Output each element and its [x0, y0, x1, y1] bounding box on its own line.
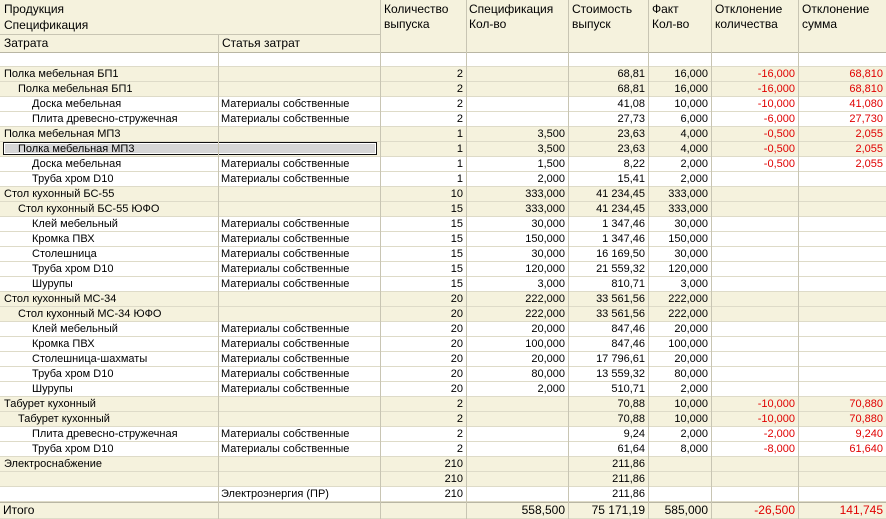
cell-spec[interactable]: 222,000	[525, 293, 565, 305]
cell-dq[interactable]	[711, 367, 798, 381]
cell-name[interactable]: Столешница	[32, 248, 97, 260]
table-row[interactable]	[0, 97, 886, 112]
cell-fact[interactable]: 2,000	[680, 428, 708, 440]
cell-article[interactable]: Материалы собственные	[221, 248, 350, 260]
cell-spec[interactable]: 1,500	[537, 158, 565, 170]
cell-dq[interactable]: -16,000	[757, 83, 795, 95]
cell-article[interactable]: Материалы собственные	[221, 263, 350, 275]
table-row[interactable]	[0, 262, 886, 277]
cell-fact[interactable]: 80,000	[674, 368, 708, 380]
cell-dq[interactable]: -16,000	[757, 68, 795, 80]
cell-fact[interactable]: 16,000	[674, 68, 708, 80]
cell-cost[interactable]: 33 561,56	[596, 308, 645, 320]
table-row[interactable]	[0, 442, 886, 457]
cell-ds[interactable]	[798, 277, 886, 291]
header-fact-qty[interactable]: Факт Кол-во	[652, 2, 690, 31]
cell-cost[interactable]: 68,81	[617, 68, 645, 80]
cell-dq[interactable]	[711, 172, 798, 186]
cell-cost[interactable]: 211,86	[612, 458, 645, 470]
cell-cost[interactable]: 211,86	[612, 473, 645, 485]
cell-cost[interactable]: 68,81	[617, 83, 645, 95]
cell-dq[interactable]	[711, 217, 798, 231]
header-spec-qty[interactable]: Спецификация Кол-во	[469, 2, 554, 31]
cell-ds[interactable]: 2,055	[855, 143, 883, 155]
cell-fact[interactable]: 585,000	[664, 503, 708, 517]
cell-article[interactable]: Материалы собственные	[221, 158, 350, 170]
cell-name[interactable]: Труба хром D10	[32, 368, 114, 380]
cell-ds[interactable]: 2,055	[855, 158, 883, 170]
group-row[interactable]	[0, 412, 886, 427]
cell-cost[interactable]: 847,46	[611, 338, 645, 350]
group-row[interactable]	[0, 127, 886, 142]
cell-cost[interactable]: 61,64	[617, 443, 645, 455]
cell-spec[interactable]: 558,500	[521, 503, 565, 517]
cell-cost[interactable]: 70,88	[617, 398, 645, 410]
grid-header	[0, 0, 886, 53]
cell-ds[interactable]	[798, 352, 886, 366]
cell-article[interactable]	[218, 142, 380, 156]
cell-spec[interactable]	[466, 487, 568, 501]
header-specification[interactable]: Спецификация	[4, 18, 89, 32]
cell-spec[interactable]: 30,000	[531, 218, 565, 230]
cell-qty[interactable]: 15	[450, 278, 463, 290]
cell-fact[interactable]: 4,000	[680, 128, 708, 140]
column-divider	[798, 0, 799, 519]
cell-spec[interactable]: 2,000	[537, 173, 565, 185]
cell-name[interactable]: Полка мебельная БП1	[18, 83, 133, 95]
cell-qty[interactable]: 1	[456, 173, 463, 185]
cell-dq[interactable]	[711, 187, 798, 201]
cell-ds[interactable]: 68,810	[849, 83, 883, 95]
cell-fact[interactable]: 100,000	[668, 338, 708, 350]
cell-ds[interactable]	[798, 187, 886, 201]
table-row[interactable]	[0, 247, 886, 262]
cell-qty[interactable]: 210	[444, 488, 463, 500]
cell-article[interactable]	[218, 202, 380, 216]
cell-name[interactable]: Плита древесно-стружечная	[32, 113, 178, 125]
cell-name[interactable]: Шурупы	[32, 278, 73, 290]
cell-qty[interactable]: 2	[456, 398, 463, 410]
cell-ds[interactable]: 61,640	[849, 443, 883, 455]
cell-fact[interactable]: 10,000	[674, 98, 708, 110]
cell-spec[interactable]: 333,000	[525, 188, 565, 200]
group-row[interactable]	[0, 472, 886, 487]
cell-cost[interactable]: 23,63	[617, 128, 645, 140]
cell-dq[interactable]: -6,000	[763, 113, 795, 125]
cell-article[interactable]: Материалы собственные	[221, 98, 350, 110]
cell-spec[interactable]: 222,000	[525, 308, 565, 320]
table-row[interactable]	[0, 172, 886, 187]
cell-fact[interactable]: 333,000	[668, 188, 708, 200]
header-cost-item[interactable]: Затрата	[4, 36, 49, 50]
cell-ds[interactable]: 2,055	[855, 128, 883, 140]
cell-qty[interactable]: 15	[450, 248, 463, 260]
table-row[interactable]	[0, 382, 886, 397]
cell-fact[interactable]	[648, 457, 711, 471]
cell-qty[interactable]: 2	[456, 68, 463, 80]
cell-fact[interactable]	[648, 487, 711, 501]
cell-cost[interactable]: 33 561,56	[596, 293, 645, 305]
cell-name[interactable]: Стол кухонный МС-34 ЮФО	[18, 308, 162, 320]
cell-ds[interactable]	[798, 322, 886, 336]
cell-fact[interactable]: 6,000	[680, 113, 708, 125]
cell-name[interactable]: Шурупы	[32, 383, 73, 395]
cell-cost[interactable]: 847,46	[611, 323, 645, 335]
column-divider	[380, 0, 381, 519]
cell-spec[interactable]: 3,500	[537, 128, 565, 140]
cell-article[interactable]: Материалы собственные	[221, 218, 350, 230]
group-row[interactable]	[0, 292, 886, 307]
column-divider	[648, 0, 649, 519]
cell-dq[interactable]: -0,500	[763, 128, 795, 140]
cell-name[interactable]: Труба хром D10	[32, 443, 114, 455]
cell-qty[interactable]: 2	[456, 98, 463, 110]
cell-dq[interactable]: -10,000	[757, 413, 795, 425]
cell-dq[interactable]	[711, 472, 798, 486]
cell-spec[interactable]: 3,000	[537, 278, 565, 290]
cell-dq[interactable]	[711, 352, 798, 366]
cell-qty[interactable]: 2	[456, 443, 463, 455]
cell-dq[interactable]	[711, 247, 798, 261]
cell-qty[interactable]: 1	[456, 143, 463, 155]
cell-cost[interactable]: 810,71	[611, 278, 645, 290]
cell-fact[interactable]: 222,000	[668, 308, 708, 320]
cell-fact[interactable]: 150,000	[668, 233, 708, 245]
cell-dq[interactable]	[711, 232, 798, 246]
cell-cost[interactable]: 21 559,32	[596, 263, 645, 275]
cell-article[interactable]	[218, 457, 380, 471]
cell-ds[interactable]: 141,745	[839, 503, 883, 517]
table-row[interactable]	[0, 277, 886, 292]
cell-article[interactable]: Материалы собственные	[221, 113, 350, 125]
cell-ds[interactable]	[798, 202, 886, 216]
cell-article[interactable]	[218, 187, 380, 201]
cell-cost[interactable]: 13 559,32	[596, 368, 645, 380]
group-row[interactable]	[0, 457, 886, 472]
column-divider	[711, 0, 712, 519]
cell-cost[interactable]: 17 796,61	[596, 353, 645, 365]
cell-spec[interactable]	[466, 97, 568, 111]
cell-name[interactable]: Стол кухонный МС-34	[4, 293, 117, 305]
cell-article[interactable]: Материалы собственные	[221, 383, 350, 395]
column-divider	[218, 35, 219, 519]
cell-fact[interactable]: 2,000	[680, 173, 708, 185]
cell-article[interactable]	[218, 307, 380, 321]
cell-cost[interactable]: 41 234,45	[596, 188, 645, 200]
cell-name[interactable]: Труба хром D10	[32, 173, 114, 185]
group-row[interactable]	[0, 397, 886, 412]
cell-name[interactable]: Клей мебельный	[32, 218, 118, 230]
cell-spec[interactable]	[466, 442, 568, 456]
cell-dq[interactable]	[711, 457, 798, 471]
cell-qty[interactable]: 20	[450, 323, 463, 335]
cell-name[interactable]: Итого	[3, 503, 35, 517]
cell-article[interactable]	[218, 292, 380, 306]
cell-cost[interactable]: 27,73	[617, 113, 645, 125]
cell-name[interactable]	[0, 487, 218, 501]
cell-spec[interactable]	[466, 397, 568, 411]
header-divider	[0, 34, 380, 35]
cell-spec[interactable]	[466, 82, 568, 96]
cell-cost[interactable]: 15,41	[617, 173, 645, 185]
spacer-row	[0, 52, 886, 67]
cell-ds[interactable]: 70,880	[849, 413, 883, 425]
cell-article[interactable]	[218, 472, 380, 486]
cell-article[interactable]	[218, 412, 380, 426]
column-divider	[466, 0, 467, 519]
cell-cost[interactable]: 8,22	[623, 158, 645, 170]
cell-name[interactable]: Труба хром D10	[32, 263, 114, 275]
cell-cost[interactable]: 1 347,46	[602, 233, 645, 245]
cell-article[interactable]	[218, 397, 380, 411]
group-row[interactable]	[0, 142, 886, 157]
cell-spec[interactable]	[466, 67, 568, 81]
cell-name[interactable]	[0, 472, 218, 486]
table-row[interactable]	[0, 337, 886, 352]
cell-name[interactable]: Кромка ПВХ	[32, 233, 95, 245]
cell-qty[interactable]: 10	[450, 188, 463, 200]
cell-cost[interactable]: 510,71	[611, 383, 645, 395]
cell-ds[interactable]: 27,730	[849, 113, 883, 125]
cell-article[interactable]: Материалы собственные	[221, 233, 350, 245]
header-output-qty[interactable]: Количество выпуска	[384, 2, 449, 31]
cell-name[interactable]: Столешница-шахматы	[32, 353, 148, 365]
cell-cost[interactable]: 211,86	[612, 488, 645, 500]
cell-fact[interactable]: 2,000	[680, 158, 708, 170]
cell-cost[interactable]: 16 169,50	[596, 248, 645, 260]
cell-spec[interactable]: 30,000	[531, 248, 565, 260]
header-output-cost[interactable]: Стоимость выпуск	[572, 2, 633, 31]
cell-ds[interactable]	[798, 472, 886, 486]
cell-ds[interactable]: 68,810	[849, 68, 883, 80]
cell-ds[interactable]: 41,080	[849, 98, 883, 110]
cell-spec[interactable]	[466, 112, 568, 126]
cell-spec[interactable]: 333,000	[525, 203, 565, 215]
cell-name[interactable]: Электроснабжение	[4, 458, 102, 470]
cell-cost[interactable]: 70,88	[617, 413, 645, 425]
cell-name[interactable]: Доска мебельная	[32, 98, 122, 110]
cell-spec[interactable]: 20,000	[531, 353, 565, 365]
cell-ds[interactable]	[798, 172, 886, 186]
cell-ds[interactable]	[798, 232, 886, 246]
cell-dq[interactable]: -26,500	[754, 503, 795, 517]
cell-dq[interactable]: -8,000	[763, 443, 795, 455]
cell-spec[interactable]: 150,000	[525, 233, 565, 245]
cell-article[interactable]: Материалы собственные	[221, 353, 350, 365]
group-row[interactable]	[0, 307, 886, 322]
cell-article[interactable]	[218, 82, 380, 96]
table-row[interactable]	[0, 487, 886, 502]
cell-dq[interactable]	[711, 337, 798, 351]
cell-dq[interactable]: -10,000	[757, 98, 795, 110]
cell-dq[interactable]	[711, 307, 798, 321]
cell-name[interactable]: Клей мебельный	[32, 323, 118, 335]
total-row	[0, 502, 886, 519]
table-row[interactable]	[0, 157, 886, 172]
cell-qty[interactable]: 20	[450, 293, 463, 305]
cell-article[interactable]: Материалы собственные	[221, 338, 350, 350]
table-row[interactable]	[0, 352, 886, 367]
cell-cost[interactable]: 75 171,19	[591, 503, 645, 517]
cell-spec[interactable]: 2,000	[537, 383, 565, 395]
cell-article[interactable]: Электроэнергия (ПР)	[221, 488, 329, 500]
cell-ds[interactable]: 70,880	[849, 398, 883, 410]
header-deviation-sum[interactable]: Отклонение сумма	[802, 2, 870, 31]
cell-dq[interactable]: -0,500	[763, 143, 795, 155]
cell-ds[interactable]	[798, 382, 886, 396]
cell-ds[interactable]	[798, 337, 886, 351]
cell-fact[interactable]: 2,000	[680, 383, 708, 395]
cell-qty[interactable]: 15	[450, 218, 463, 230]
cell-fact[interactable]: 10,000	[674, 398, 708, 410]
cell-qty[interactable]: 2	[456, 428, 463, 440]
cell-dq[interactable]	[711, 262, 798, 276]
cell-name[interactable]: Табурет кухонный	[4, 398, 96, 410]
header-deviation-qty[interactable]: Отклонение количества	[715, 2, 783, 31]
cell-qty[interactable]: 2	[456, 83, 463, 95]
column-divider	[568, 0, 569, 519]
cell-name[interactable]: Полка мебельная БП1	[4, 68, 119, 80]
cell-name[interactable]: Кромка ПВХ	[32, 338, 95, 350]
group-row[interactable]	[0, 67, 886, 82]
group-row[interactable]	[0, 82, 886, 97]
cell-name[interactable]: Доска мебельная	[32, 158, 122, 170]
cell-qty[interactable]: 15	[450, 263, 463, 275]
cell-dq[interactable]: -2,000	[763, 428, 795, 440]
cell-qty[interactable]: 210	[444, 473, 463, 485]
cell-ds[interactable]	[798, 457, 886, 471]
cell-ds[interactable]	[798, 292, 886, 306]
cell-article[interactable]: Материалы собственные	[221, 278, 350, 290]
cell-spec[interactable]: 100,000	[525, 338, 565, 350]
cell-dq[interactable]: -10,000	[757, 398, 795, 410]
cell-name[interactable]: Стол кухонный БС-55	[4, 188, 115, 200]
cell-qty[interactable]: 2	[456, 413, 463, 425]
cell-spec[interactable]: 3,500	[537, 143, 565, 155]
cell-spec[interactable]: 120,000	[525, 263, 565, 275]
header-product[interactable]: Продукция	[4, 2, 65, 16]
cell-fact[interactable]	[648, 472, 711, 486]
cell-fact[interactable]: 3,000	[680, 278, 708, 290]
cell-ds[interactable]	[798, 307, 886, 321]
cell-dq[interactable]	[711, 202, 798, 216]
cell-qty[interactable]: 15	[450, 233, 463, 245]
cell-name[interactable]: Полка мебельная МП3	[4, 128, 121, 140]
cell-qty[interactable]: 1	[456, 158, 463, 170]
cell-fact[interactable]: 120,000	[668, 263, 708, 275]
cell-cost[interactable]: 9,24	[623, 428, 645, 440]
cell-fact[interactable]: 30,000	[674, 218, 708, 230]
cell-ds[interactable]	[798, 367, 886, 381]
cell-fact[interactable]: 222,000	[668, 293, 708, 305]
cell-ds[interactable]: 9,240	[855, 428, 883, 440]
cell-cost[interactable]: 41,08	[617, 98, 645, 110]
cell-dq[interactable]	[711, 322, 798, 336]
group-row[interactable]	[0, 187, 886, 202]
cell-qty[interactable]: 20	[450, 368, 463, 380]
cell-qty[interactable]: 1	[456, 128, 463, 140]
cell-qty[interactable]: 2	[456, 113, 463, 125]
table-row[interactable]	[0, 367, 886, 382]
cell-dq[interactable]	[711, 382, 798, 396]
cell-fact[interactable]: 333,000	[668, 203, 708, 215]
cell-ds[interactable]	[798, 262, 886, 276]
cell-name[interactable]: Стол кухонный БС-55 ЮФО	[18, 203, 160, 215]
table-row[interactable]	[0, 322, 886, 337]
cell-article[interactable]: Материалы собственные	[221, 368, 350, 380]
cell-dq[interactable]	[711, 487, 798, 501]
cell-name[interactable]: Плита древесно-стружечная	[32, 428, 178, 440]
table-row[interactable]	[0, 112, 886, 127]
cell-qty[interactable]: 20	[450, 308, 463, 320]
cell-article[interactable]: Материалы собственные	[221, 428, 350, 440]
cell-spec[interactable]	[466, 412, 568, 426]
cell-fact[interactable]: 8,000	[680, 443, 708, 455]
cell-article[interactable]: Материалы собственные	[221, 323, 350, 335]
cell-article[interactable]	[218, 67, 380, 81]
table-row[interactable]	[0, 427, 886, 442]
cell-cost[interactable]: 1 347,46	[602, 218, 645, 230]
cell-dq[interactable]	[711, 292, 798, 306]
cell-spec[interactable]: 80,000	[531, 368, 565, 380]
cell-cost[interactable]: 23,63	[617, 143, 645, 155]
cell-ds[interactable]	[798, 487, 886, 501]
cell-qty[interactable]: 20	[450, 338, 463, 350]
cell-dq[interactable]	[711, 277, 798, 291]
cell-ds[interactable]	[798, 217, 886, 231]
cell-fact[interactable]: 30,000	[674, 248, 708, 260]
cell-spec[interactable]: 20,000	[531, 323, 565, 335]
table-row[interactable]	[0, 232, 886, 247]
group-row[interactable]	[0, 202, 886, 217]
cell-qty[interactable]: 15	[450, 203, 463, 215]
cell-dq[interactable]: -0,500	[763, 158, 795, 170]
cell-fact[interactable]: 20,000	[674, 353, 708, 365]
cell-spec[interactable]	[466, 457, 568, 471]
cell-name[interactable]: Полка мебельная МП3	[18, 143, 135, 155]
table-row[interactable]	[0, 217, 886, 232]
cell-qty[interactable]: 210	[444, 458, 463, 470]
cell-spec[interactable]	[466, 427, 568, 441]
cell-fact[interactable]: 16,000	[674, 83, 708, 95]
cell-qty[interactable]: 20	[450, 353, 463, 365]
cell-ds[interactable]	[798, 247, 886, 261]
cell-article[interactable]	[218, 127, 380, 141]
cell-fact[interactable]: 20,000	[674, 323, 708, 335]
cell-fact[interactable]: 10,000	[674, 413, 708, 425]
cell-qty[interactable]: 20	[450, 383, 463, 395]
cell-article[interactable]: Материалы собственные	[221, 173, 350, 185]
cell-spec[interactable]	[466, 472, 568, 486]
cell-cost[interactable]: 41 234,45	[596, 203, 645, 215]
cell-fact[interactable]: 4,000	[680, 143, 708, 155]
cell-name[interactable]: Табурет кухонный	[18, 413, 110, 425]
cell-article[interactable]: Материалы собственные	[221, 443, 350, 455]
header-cost-article[interactable]: Статья затрат	[222, 36, 301, 50]
